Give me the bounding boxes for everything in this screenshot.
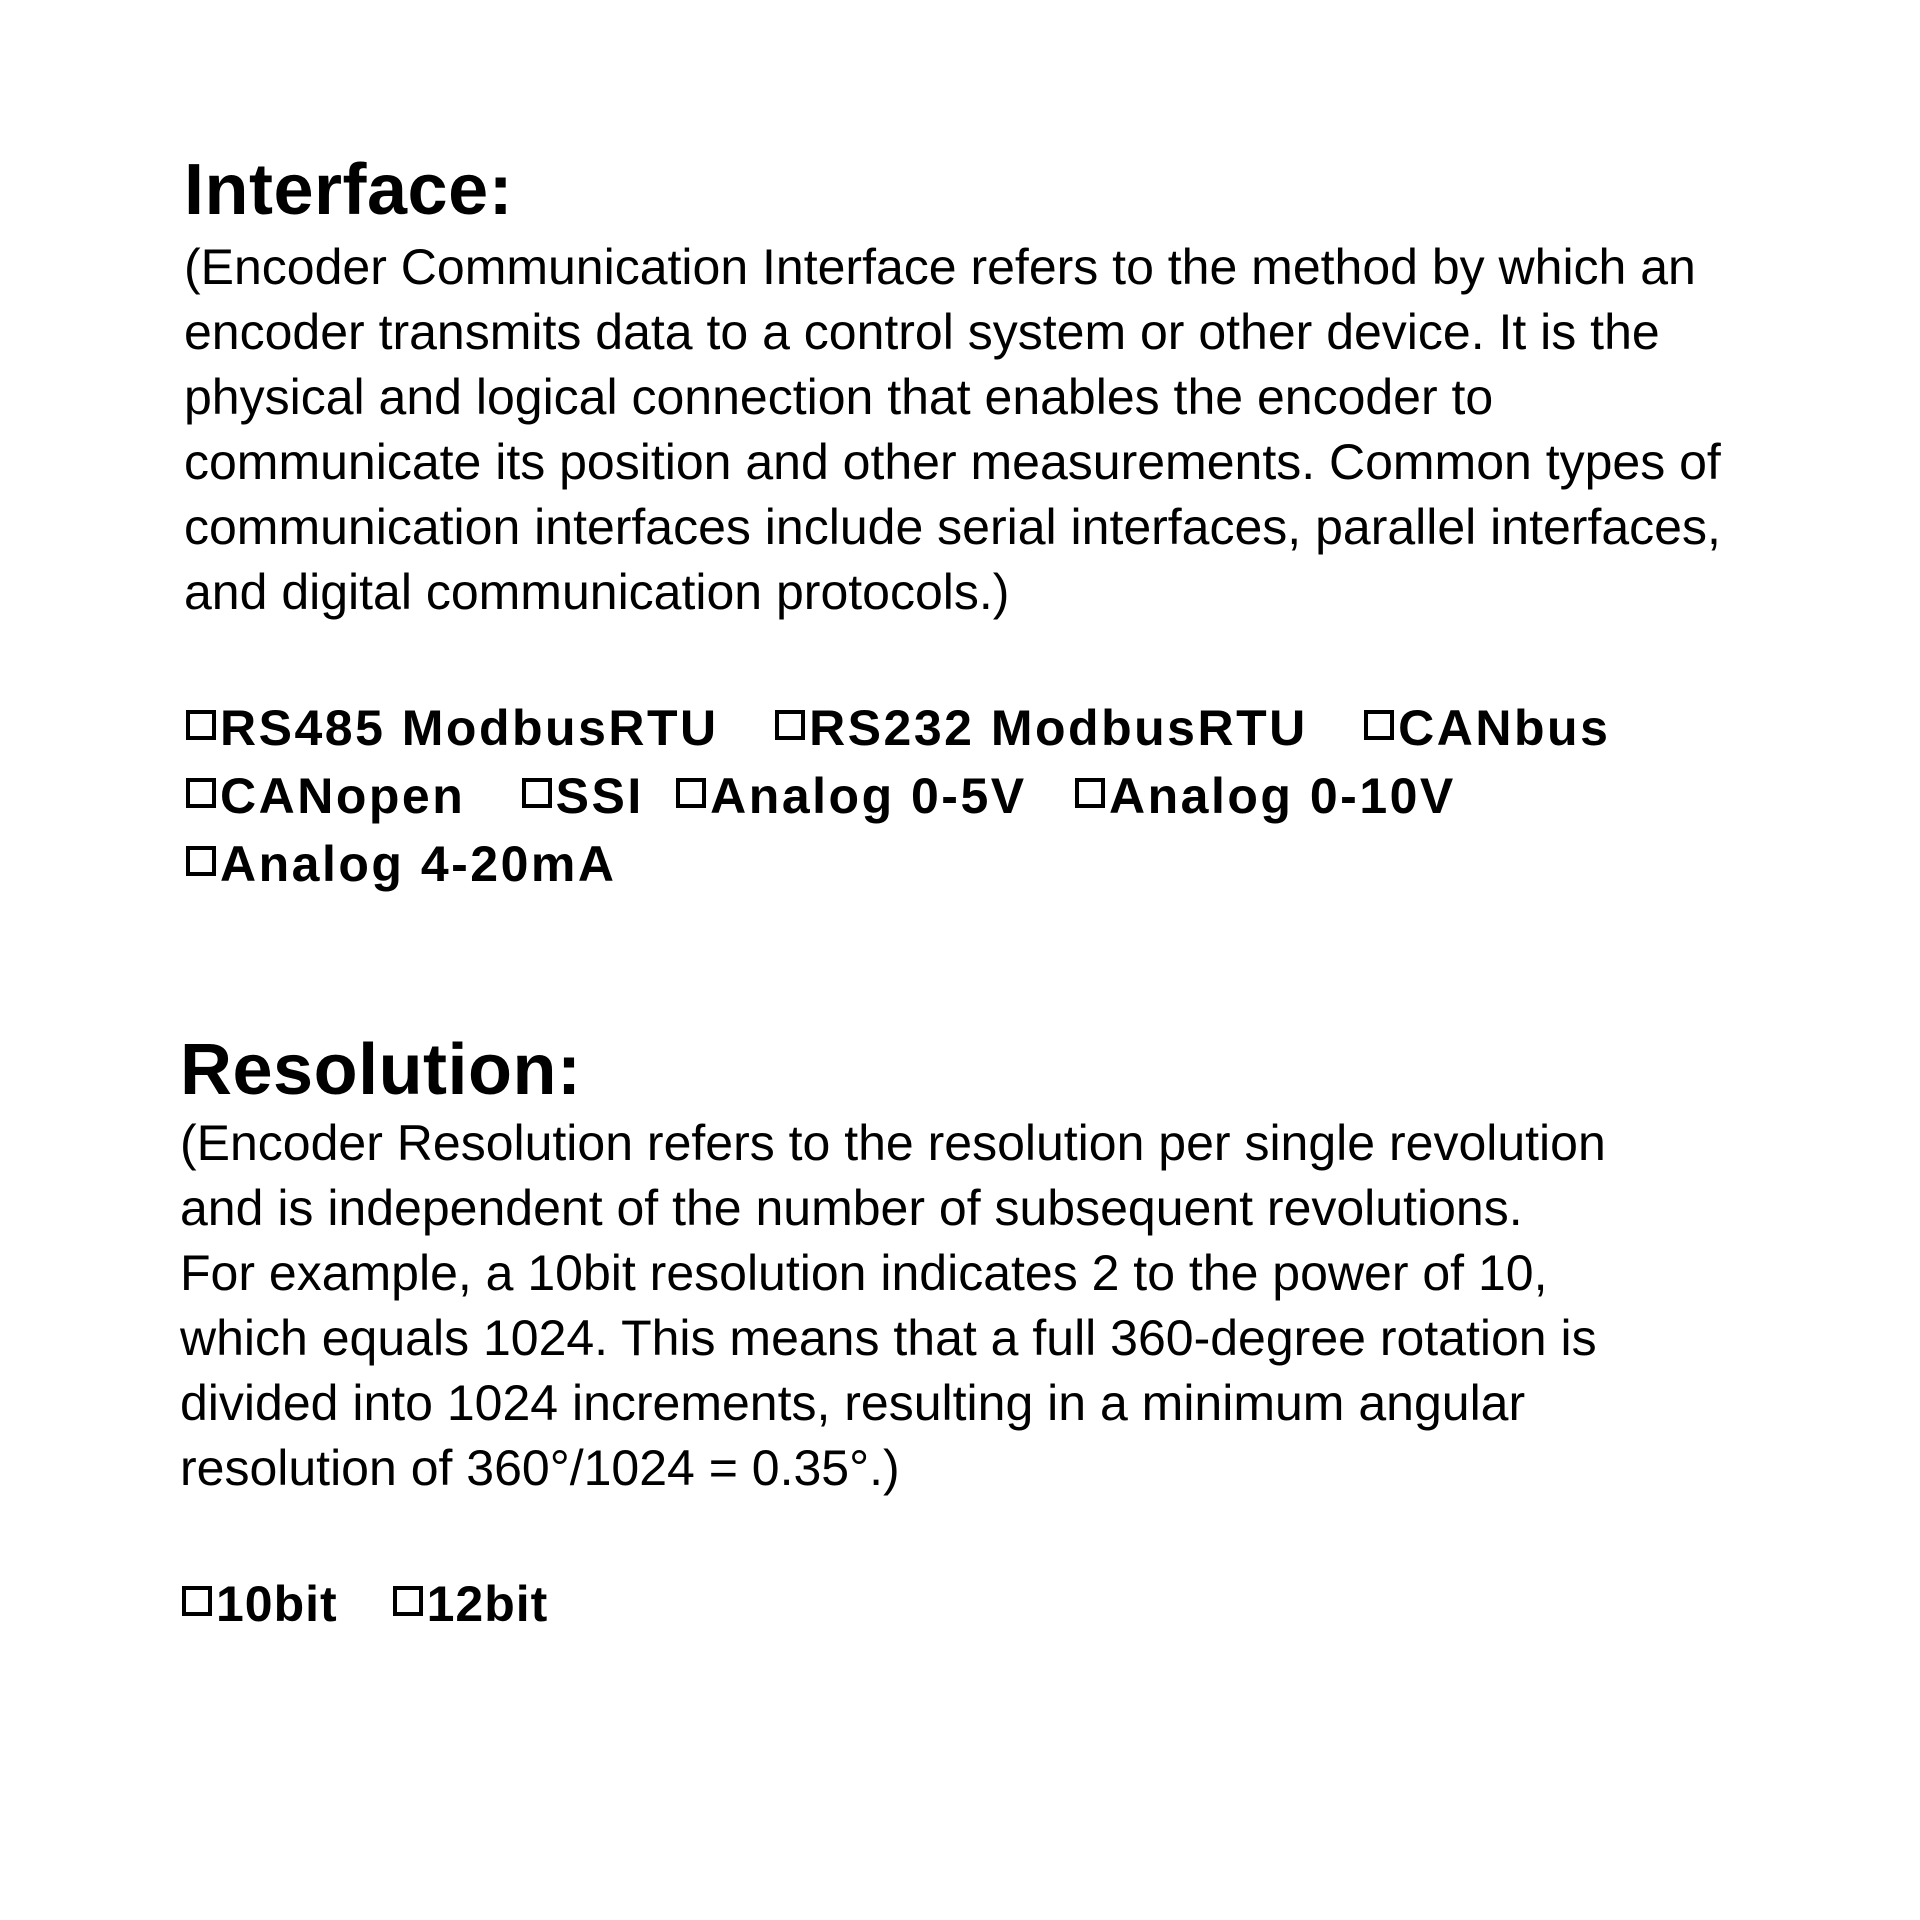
interface-options-row-3 xyxy=(184,829,1744,897)
option-rs232-modbusrtu[interactable] xyxy=(773,695,1308,761)
checkbox-icon[interactable] xyxy=(186,846,216,876)
interface-description: (Encoder Communication Interface refers to the method by which an encoder transmits data to a control system or other device. It is the physical and logical connection that enables the encoder to communicate its position and other measurements. Common types of communication interfaces include serial interfaces, parallel interfaces, and digital communication protocols.) xyxy=(184,239,1721,620)
option-10bit[interactable] xyxy=(180,1571,338,1637)
interface-options xyxy=(184,693,1744,897)
option-analog-0-10v[interactable] xyxy=(1073,763,1456,829)
option-canopen[interactable] xyxy=(184,763,465,829)
option-label: Analog 0-5V xyxy=(710,768,1027,824)
checkbox-icon[interactable] xyxy=(1075,778,1105,808)
option-label: CANopen xyxy=(220,768,466,824)
option-analog-4-20ma[interactable] xyxy=(184,831,616,897)
checkbox-icon[interactable] xyxy=(1364,710,1394,740)
resolution-section xyxy=(180,1025,1900,1637)
option-label: CANbus xyxy=(1398,700,1611,756)
option-analog-0-5v[interactable] xyxy=(674,763,1026,829)
checkbox-icon[interactable] xyxy=(393,1586,423,1616)
resolution-options-row-1 xyxy=(180,1569,1900,1637)
option-label: Analog 0-10V xyxy=(1109,768,1456,824)
option-ssi[interactable] xyxy=(520,763,644,829)
interface-options-row-1 xyxy=(184,693,1744,761)
option-canbus[interactable] xyxy=(1362,695,1610,761)
interface-options-row-2 xyxy=(184,761,1744,829)
option-label: Analog 4-20mA xyxy=(220,836,617,892)
checkbox-icon[interactable] xyxy=(676,778,706,808)
option-label: RS485 ModbusRTU xyxy=(220,700,719,756)
resolution-description: (Encoder Resolution refers to the resolution per single revolution and is independent of the number of subsequent revolutions. For example, a 10bit resolution indicates 2 to the power of 10, which equals 1024. This means that a full 360-degree rotation is divided into 1024 increments, resulting in a minimum angular resolution of 360°/1024 = 0.35°.) xyxy=(180,1115,1606,1496)
checkbox-icon[interactable] xyxy=(186,710,216,740)
interface-section xyxy=(184,145,1904,897)
resolution-heading: Resolution: xyxy=(180,1030,582,1110)
checkbox-icon[interactable] xyxy=(186,778,216,808)
option-label: 10bit xyxy=(216,1576,338,1632)
option-label: RS232 ModbusRTU xyxy=(809,700,1308,756)
interface-heading: Interface: xyxy=(184,150,514,230)
checkbox-icon[interactable] xyxy=(522,778,552,808)
option-label: 12bit xyxy=(426,1576,549,1632)
option-rs485-modbusrtu[interactable] xyxy=(184,695,719,761)
resolution-options xyxy=(180,1569,1900,1637)
checkbox-icon[interactable] xyxy=(775,710,805,740)
option-label: SSI xyxy=(555,768,644,824)
checkbox-icon[interactable] xyxy=(182,1586,212,1616)
option-12bit[interactable] xyxy=(391,1571,549,1637)
